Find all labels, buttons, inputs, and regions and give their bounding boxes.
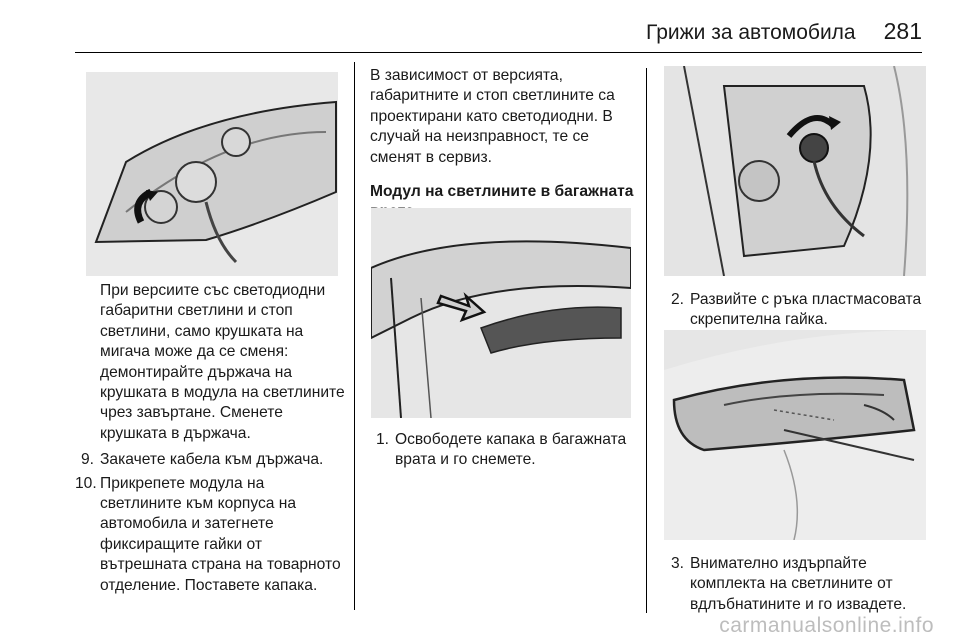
step-number: 10.: [75, 474, 97, 492]
list-item: [663, 554, 933, 615]
plastic-nut-illustration: [664, 66, 926, 276]
led-version-paragraph: При версиите със светодиодни габаритни светлини и стоп светлини, само крушката на мигача може да се сменя: демонтирайте държача на крушката в модула на светлините чрез завъртане. Сменете крушката в държача.: [100, 282, 345, 442]
page-number: 281: [883, 18, 922, 44]
light-assembly-illustration: [664, 330, 926, 540]
chapter-title: Грижи за автомобила: [646, 21, 856, 44]
site-watermark: carmanualsonline.info: [719, 614, 934, 637]
page-header: [646, 18, 922, 45]
step-text: Закачете кабела към държача.: [100, 451, 324, 469]
right-step-2: [663, 290, 933, 334]
list-item: [663, 290, 933, 331]
middle-column-text: [370, 66, 636, 223]
right-step-3: [663, 554, 933, 618]
left-column-text: [75, 281, 347, 599]
step-number: 1.: [375, 431, 389, 448]
header-rule: [75, 52, 922, 53]
step-text: Развийте с ръка пластмасовата скрепителна гайка.: [690, 291, 922, 329]
list-item: [371, 430, 633, 471]
step-number: 9.: [80, 451, 94, 469]
step-number: 2.: [670, 291, 684, 308]
taillamp-rear-illustration: [86, 72, 338, 276]
step-number: 3.: [670, 555, 684, 572]
middle-column-steps: [371, 430, 633, 474]
column-divider-2: [646, 68, 647, 613]
column-divider-1: [354, 62, 355, 610]
section-heading: Модул на светлините в багажната: [370, 183, 634, 201]
step-text: Прикрепете модула на светлините към корпуса на автомобила и затегнете фиксиращите гайки от вътрешната страна на товарното отделение. Поставете капака.: [100, 474, 341, 594]
led-service-paragraph: В зависимост от версията, габаритните и стоп светлините са проектирани като светодиодни. В случай на неизправност, те се сменят в сервиз.: [370, 67, 615, 166]
list-item: [75, 450, 347, 470]
step-text: Внимателно издърпайте комплекта на светлините от вдлъбнатините и го извадете.: [690, 555, 907, 613]
step-text: Освободете капака в багажната врата и го снемете.: [395, 431, 627, 469]
list-item: [75, 474, 347, 596]
tailgate-cover-illustration: [371, 208, 631, 418]
